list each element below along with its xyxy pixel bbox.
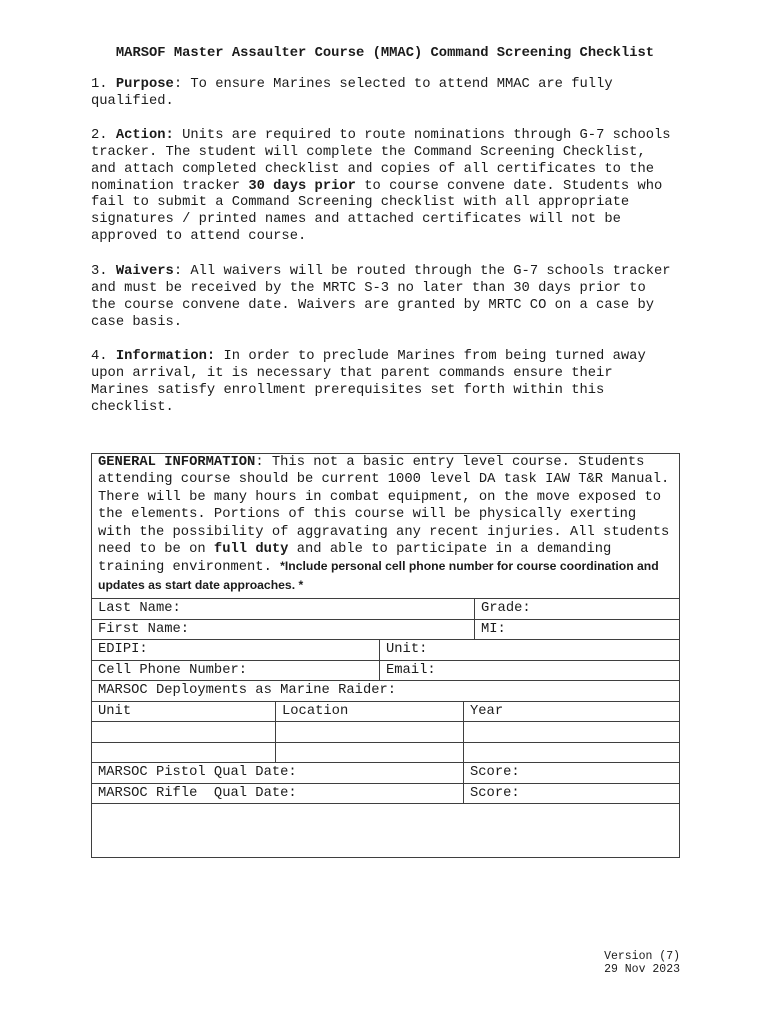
deployment-unit-cell [92,743,275,763]
general-information [92,454,679,598]
pistol-qual-date-field [92,763,463,783]
email-field [379,661,679,681]
grade-label: Grade: [481,601,531,616]
deployments-heading [92,681,679,701]
deployment-location-cell [275,722,463,742]
screening-form-table [91,453,680,858]
section-action [91,128,675,246]
rifle-score-label: Score: [470,785,520,801]
email-label: Email: [386,662,436,678]
section-label: Information: [115,349,216,364]
section-text: : All waivers will be routed through the G-7 schools tracker and must be received by the MRTC S-3 no later than 30 days prior to the course convene date. Waivers are granted by MRTC CO on a case by case basis. [91,264,671,330]
section-number: 2. [91,128,108,143]
rifle-qual-date-label: MARSOC Rifle Qual Date: [98,785,297,801]
cell-phone-note: *Include personal cell phone number for course coordination and updates as start date approaches. * [98,559,659,592]
contact-row [92,660,679,681]
section-number: 1. [91,77,108,92]
pistol-score-label: Score: [470,765,520,780]
column-header-label: Year [470,703,504,719]
pistol-score-field [463,763,679,783]
general-information-text: : This not a basic entry level course. Students attending course should be current 1000 level DA task IAW T&R Manual. There will be many hours in combat equipment, on the move exposed to the elements. Portions of this course will be physically exerting with the possibility of aggravating any recent injuries. All students need to be on [98,455,670,558]
document-footer [604,950,680,976]
section-text: : To ensure Marines selected to attend MMAC are fully qualified. [91,77,613,109]
section-label: Waivers [115,264,174,279]
deployment-entry-row [92,742,679,763]
version-label: Version (7) [604,950,680,963]
deployment-unit-cell [92,722,275,742]
section-information [91,349,675,416]
rifle-score-field [463,784,679,804]
last-name-row [92,598,679,619]
section-emphasis: 30 days prior [248,178,356,194]
last-name-field [92,599,474,619]
first-name-field [92,620,474,640]
rifle-qual-row [92,783,679,804]
deployment-year-cell [463,722,679,742]
column-header-location [275,702,463,722]
section-purpose [91,77,675,111]
section-text: In order to preclude Marines from being turned away upon arrival, it is necessary that parent commands ensure their Marines satisfy enrollment prerequisites set forth within this checklist. [91,349,646,415]
first-name-row [92,619,679,640]
column-header-label: Unit [98,703,132,719]
section-number: 4. [91,349,108,364]
pistol-qual-row [92,762,679,783]
deployments-header-row [92,701,679,722]
section-waivers [91,264,675,331]
mi-label: MI: [481,621,506,637]
column-header-label: Location [282,703,349,719]
version-date: 29 Nov 2023 [604,963,680,976]
section-label: Purpose [115,77,174,92]
remarks-area [92,804,679,857]
edipi-field [92,640,379,660]
unit-field [379,640,679,660]
column-header-year [463,702,679,722]
unit-label: Unit: [386,642,428,657]
section-number: 3. [91,264,108,279]
deployment-entry-row [92,721,679,742]
remarks-row [92,803,679,857]
general-information-text-continued: and able to participate in a demanding training environment. [98,542,612,576]
edipi-label: EDIPI: [98,642,148,657]
column-header-unit [92,702,275,722]
section-text-continued: to course convene date. Students who fail to submit a Command Screening checklist with all appropriate signatures / printed names and attached certificates will not be approved to attend course. [91,178,663,245]
section-text: Units are required to route nominations through G-7 schools tracker. The student will complete the Command Screening Checklist, and attach completed checklist and copies of all certificates to the nomination tracker [91,128,671,194]
grade-field [474,599,679,619]
last-name-label: Last Name: [98,601,181,616]
cell-phone-field [92,661,379,681]
general-information-label: GENERAL INFORMATION [98,455,256,470]
deployments-heading-label: MARSOC Deployments as Marine Raider: [98,683,397,698]
section-label: Action: [115,128,174,143]
cell-phone-label: Cell Phone Number: [98,662,248,678]
rifle-qual-date-field [92,784,463,804]
pistol-qual-date-label: MARSOC Pistol Qual Date: [98,765,297,780]
deployment-year-cell [463,743,679,763]
edipi-row [92,639,679,660]
mi-field [474,620,679,640]
general-information-emphasis: full duty [213,542,289,558]
deployments-heading-row [92,680,679,701]
document-title: MARSOF Master Assaulter Course (MMAC) Command Screening Checklist [115,46,655,61]
deployment-location-cell [275,743,463,763]
first-name-label: First Name: [98,621,190,637]
